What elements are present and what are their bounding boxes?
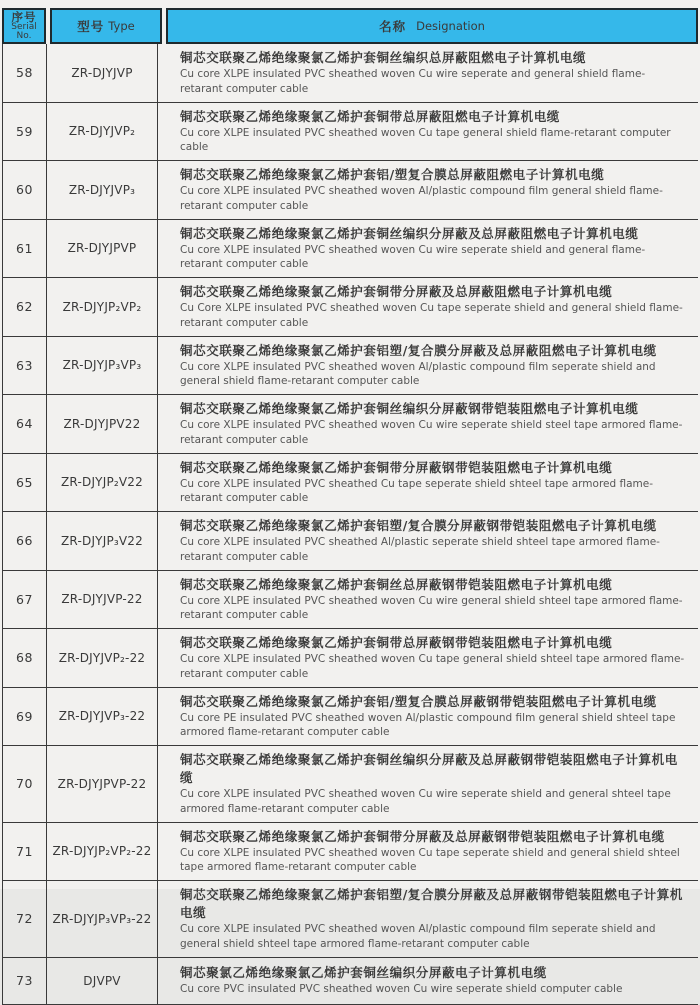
table-row bbox=[3, 823, 698, 882]
type-cell: ZR-DJYJVP₃-22 bbox=[46, 688, 158, 746]
designation-cell bbox=[158, 103, 698, 161]
serial-cell: 71 bbox=[16, 843, 33, 859]
header-cell-designation bbox=[166, 8, 698, 44]
designation-cell bbox=[158, 958, 698, 1004]
table-header bbox=[2, 8, 698, 44]
designation-cell bbox=[158, 395, 698, 453]
header-designation-zh: 名称 bbox=[379, 19, 407, 34]
table-row bbox=[3, 512, 698, 571]
designation-cell bbox=[158, 571, 698, 629]
designation-cell bbox=[158, 44, 698, 102]
designation-cell bbox=[158, 688, 698, 746]
table-row bbox=[3, 44, 698, 103]
header-cell-type bbox=[50, 8, 162, 44]
designation-english: Cu core XLPE insulated PVC sheathed woven Al/plastic compound film general shield flame-retarant computer cable bbox=[180, 185, 663, 212]
type-cell: ZR-DJYJPVP bbox=[46, 220, 158, 278]
designation-english: Cu core XLPE insulated PVC sheathed Al/plastic seperate shield shteel tape armored flame-retarant computer cable bbox=[180, 536, 660, 563]
designation-chinese: 铜芯交联聚乙烯绝缘聚氯乙烯护套铝塑/复合膜分屏蔽及总屏蔽钢带铠装阻燃电子计算机电缆 bbox=[180, 887, 683, 921]
serial-cell: 72 bbox=[16, 911, 33, 927]
header-serial-en2: No. bbox=[16, 31, 32, 42]
table-row bbox=[3, 571, 698, 630]
designation-chinese: 铜芯交联聚乙烯绝缘聚氯乙烯护套铜带总屏蔽钢带铠装阻燃电子计算机电缆 bbox=[180, 635, 613, 650]
designation-english: Cu core XLPE insulated PVC sheathed woven Cu wire seperate shield and general shteel tape armored flame-retarant computer cable bbox=[180, 788, 671, 815]
designation-cell bbox=[158, 746, 698, 822]
designation-chinese: 铜芯交联聚乙烯绝缘聚氯乙烯护套铜带分屏蔽钢带铠装阻燃电子计算机电缆 bbox=[180, 459, 613, 475]
type-cell: ZR-DJYJP₂VP₂ bbox=[46, 278, 158, 336]
table-row bbox=[3, 688, 698, 747]
serial-cell: 63 bbox=[16, 357, 33, 373]
type-cell: ZR-DJYJP₃V22 bbox=[46, 512, 158, 570]
designation-english: Cu core XLPE insulated PVC sheathed woven Cu wire seperate shield steel tape armored flame-retarant computer cable bbox=[180, 419, 683, 446]
designation-english: Cu core XLPE insulated PVC sheathed woven Cu tape general shield shteel tape armored flame-retarant computer cable bbox=[180, 653, 685, 680]
designation-english: Cu core XLPE insulated PVC sheathed woven Cu wire seperate shield and general flame-retarant computer cable bbox=[180, 243, 646, 271]
table-row bbox=[3, 395, 698, 454]
designation-english: Cu core XLPE insulated PVC sheathed woven Cu wire seperate and general shield flame-retarant computer cable bbox=[180, 68, 646, 95]
designation-chinese: 铜芯交联聚乙烯绝缘聚氯乙烯护套铝塑/复合膜分屏蔽及总屏蔽阻燃电子计算机电缆 bbox=[180, 342, 657, 358]
designation-cell bbox=[158, 220, 698, 278]
table-row bbox=[3, 881, 698, 958]
type-cell: ZR-DJYJVP₃ bbox=[46, 161, 158, 219]
designation-cell bbox=[158, 823, 698, 881]
table-row bbox=[3, 278, 698, 337]
designation-english: Cu core XLPE insulated PVC sheathed woven Cu tape seperate shield and general shield shteel tape armored flame-retarant computer cable bbox=[180, 846, 680, 874]
serial-cell: 59 bbox=[16, 123, 33, 139]
designation-english: Cu core XLPE insulated PVC sheathed woven Cu tape general shield flame-retarant computer cable bbox=[180, 126, 671, 154]
table-row bbox=[3, 220, 698, 279]
designation-chinese: 铜芯交联聚乙烯绝缘聚氯乙烯护套铜丝编织分屏蔽钢带铠装阻燃电子计算机电缆 bbox=[180, 401, 639, 416]
designation-chinese: 铜芯交联聚乙烯绝缘聚氯乙烯护套铝/塑复合膜总屏蔽钢带铠装阻燃电子计算机电缆 bbox=[180, 693, 657, 709]
header-cell-serial bbox=[2, 8, 46, 44]
designation-english: Cu Core XLPE insulated PVC sheathed woven Cu tape seperate shield and general shield flame-retarant computer cable bbox=[180, 302, 683, 329]
designation-chinese: 铜芯交联聚乙烯绝缘聚氯乙烯护套铜丝编织总屏蔽阻燃电子计算机电缆 bbox=[180, 50, 587, 65]
header-serial-en1: Serial bbox=[11, 21, 37, 32]
type-cell: ZR-DJYJP₂V22 bbox=[46, 454, 158, 512]
type-cell: ZR-DJYJP₃VP₃ bbox=[46, 337, 158, 395]
type-cell: DJVPV bbox=[46, 958, 158, 1004]
table-row bbox=[3, 746, 698, 823]
type-cell: ZR-DJYJP₂VP₂-22 bbox=[46, 823, 158, 881]
type-cell: ZR-DJYJVP₂-22 bbox=[46, 629, 158, 687]
type-cell: ZR-DJYJVP₂ bbox=[46, 103, 158, 161]
table-row bbox=[3, 103, 698, 162]
designation-english: Cu core XLPE insulated PVC sheathed Cu tape seperate shield shteel tape armored flame-retarant computer cable bbox=[180, 477, 654, 505]
serial-cell: 69 bbox=[16, 708, 33, 724]
designation-chinese: 铜芯交联聚乙烯绝缘聚氯乙烯护套铜丝总屏蔽钢带铠装阻燃电子计算机电缆 bbox=[180, 576, 613, 592]
table-row bbox=[3, 161, 698, 220]
table-row bbox=[3, 337, 698, 396]
serial-cell: 70 bbox=[16, 776, 33, 792]
designation-chinese: 铜芯交联聚乙烯绝缘聚氯乙烯护套铜丝编织分屏蔽及总屏蔽阻燃电子计算机电缆 bbox=[180, 225, 639, 241]
designation-english: Cu core PE insulated PVC sheathed woven Al/plastic compound film general shield shteel tape armored flame-retarant computer cable bbox=[180, 711, 676, 739]
designation-cell bbox=[158, 881, 698, 957]
designation-english: Cu core XLPE insulated PVC sheathed woven Cu wire general shield shteel tape armored flame-retarant computer cable bbox=[180, 594, 683, 622]
serial-cell: 68 bbox=[16, 650, 33, 666]
designation-english: Cu core PVC insulated PVC sheathed woven Cu wire seperate shield computer cable bbox=[180, 983, 623, 996]
designation-cell bbox=[158, 454, 698, 512]
designation-chinese: 铜芯交联聚乙烯绝缘聚氯乙烯护套铜丝编织分屏蔽及总屏蔽钢带铠装阻燃电子计算机电缆 bbox=[180, 752, 678, 786]
serial-cell: 62 bbox=[16, 299, 33, 315]
header-type-zh: 型号 bbox=[77, 19, 105, 34]
designation-cell bbox=[158, 512, 698, 570]
type-cell: ZR-DJYJVP-22 bbox=[46, 571, 158, 629]
serial-cell: 64 bbox=[16, 416, 33, 432]
serial-cell: 58 bbox=[16, 65, 33, 81]
table-row bbox=[3, 454, 698, 513]
serial-cell: 60 bbox=[16, 182, 33, 198]
serial-cell: 65 bbox=[16, 474, 33, 490]
serial-cell: 73 bbox=[16, 973, 33, 989]
header-designation-en: Designation bbox=[416, 18, 485, 33]
type-cell: ZR-DJYJPVP-22 bbox=[46, 746, 158, 822]
header-type-en: Type bbox=[108, 18, 135, 33]
designation-chinese: 铜芯交联聚乙烯绝缘聚氯乙烯护套铝塑/复合膜分屏蔽钢带铠装阻燃电子计算机电缆 bbox=[180, 518, 657, 533]
type-cell: ZR-DJYJPV22 bbox=[46, 395, 158, 453]
table-row bbox=[3, 629, 698, 688]
serial-cell: 67 bbox=[16, 591, 33, 607]
table-body bbox=[2, 44, 698, 1005]
designation-cell bbox=[158, 161, 698, 219]
table-row bbox=[3, 958, 698, 1005]
serial-cell: 61 bbox=[16, 240, 33, 256]
designation-chinese: 铜芯交联聚乙烯绝缘聚氯乙烯护套铜带分屏蔽及总屏蔽阻燃电子计算机电缆 bbox=[180, 284, 613, 299]
serial-cell: 66 bbox=[16, 533, 33, 549]
designation-english: Cu core XLPE insulated PVC sheathed woven Al/plastic compound film seperate shield and general shield shteel tape armored flame-retarant computer cable bbox=[180, 923, 656, 951]
designation-english: Cu core XLPE insulated PVC sheathed woven Al/plastic compound film seperate shield and general shield flame-retarant computer cable bbox=[180, 360, 656, 388]
type-cell: ZR-DJYJP₃VP₃-22 bbox=[46, 881, 158, 957]
designation-chinese: 铜芯交联聚乙烯绝缘聚氯乙烯护套铜带总屏蔽阻燃电子计算机电缆 bbox=[180, 108, 560, 124]
header-serial-zh: 序号 bbox=[11, 9, 37, 24]
designation-chinese: 铜芯交联聚乙烯绝缘聚氯乙烯护套铝/塑复合膜总屏蔽阻燃电子计算机电缆 bbox=[180, 167, 605, 182]
designation-cell bbox=[158, 278, 698, 336]
designation-cell bbox=[158, 629, 698, 687]
designation-cell bbox=[158, 337, 698, 395]
type-cell: ZR-DJYJVP bbox=[46, 44, 158, 102]
designation-chinese: 铜芯聚氯乙烯绝缘聚氯乙烯护套铜丝编织分屏蔽电子计算机电缆 bbox=[180, 965, 547, 981]
designation-chinese: 铜芯交联聚乙烯绝缘聚氯乙烯护套铜带分屏蔽及总屏蔽钢带铠装阻燃电子计算机电缆 bbox=[180, 828, 665, 844]
